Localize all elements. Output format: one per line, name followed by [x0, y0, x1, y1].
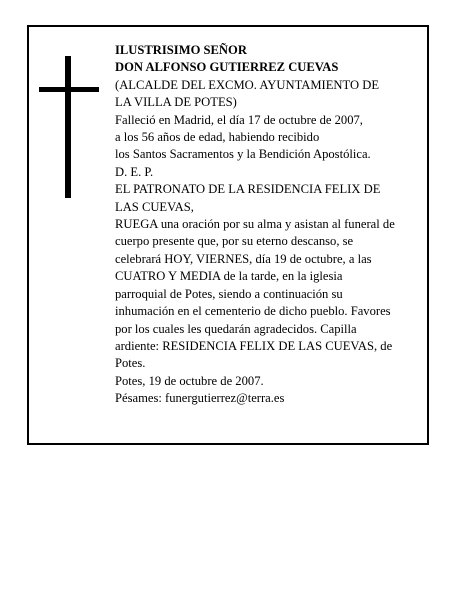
notice-text: [115, 42, 423, 408]
request-line-5: parroquial de Potes, siendo a continuación su: [115, 286, 343, 301]
cross-horizontal-bar: [39, 87, 99, 92]
honorific-title: ILUSTRISIMO SEÑOR: [115, 43, 247, 57]
death-info-line-1: Falleció en Madrid, el día 17 de octubre de 2007,: [115, 112, 363, 127]
cross-vertical-bar: [65, 56, 71, 198]
death-info-line-2: a los 56 años de edad, habiendo recibido: [115, 130, 320, 145]
position-line-1: (ALCALDE DEL EXCMO. AYUNTAMIENTO DE: [115, 77, 380, 92]
organization-line-1: EL PATRONATO DE LA RESIDENCIA FELIX DE: [115, 182, 381, 197]
obituary-notice: [27, 25, 429, 445]
request-line-8: ardiente: RESIDENCIA FELIX DE LAS CUEVAS, de: [115, 338, 393, 353]
organization-line-2: LAS CUEVAS,: [115, 199, 194, 214]
request-line-7: por los cuales les quedarán agradecidos. Capilla: [115, 321, 357, 336]
cross-icon: [39, 56, 99, 198]
request-line-6: inhumación en el cementerio de dicho pueblo. Favores: [115, 304, 391, 319]
request-line-1: RUEGA una oración por su alma y asistan al funeral de: [115, 217, 395, 232]
request-line-9: Potes.: [115, 356, 146, 371]
rip-line: D. E. P.: [115, 164, 154, 179]
place-date-line: Potes, 19 de octubre de 2007.: [115, 373, 264, 388]
request-line-4: CUATRO Y MEDIA de la tarde, en la iglesia: [115, 269, 343, 284]
request-line-2: cuerpo presente que, por su eterno descanso, se: [115, 234, 354, 249]
death-info-line-3: los Santos Sacramentos y la Bendición Apostólica.: [115, 147, 371, 162]
request-line-3: celebrará HOY, VIERNES, día 19 de octubre, a las: [115, 251, 372, 266]
position-line-2: LA VILLA DE POTES): [115, 95, 237, 110]
condolences-line: Pésames: funergutierrez@terra.es: [115, 391, 285, 406]
deceased-name: DON ALFONSO GUTIERREZ CUEVAS: [115, 60, 339, 75]
